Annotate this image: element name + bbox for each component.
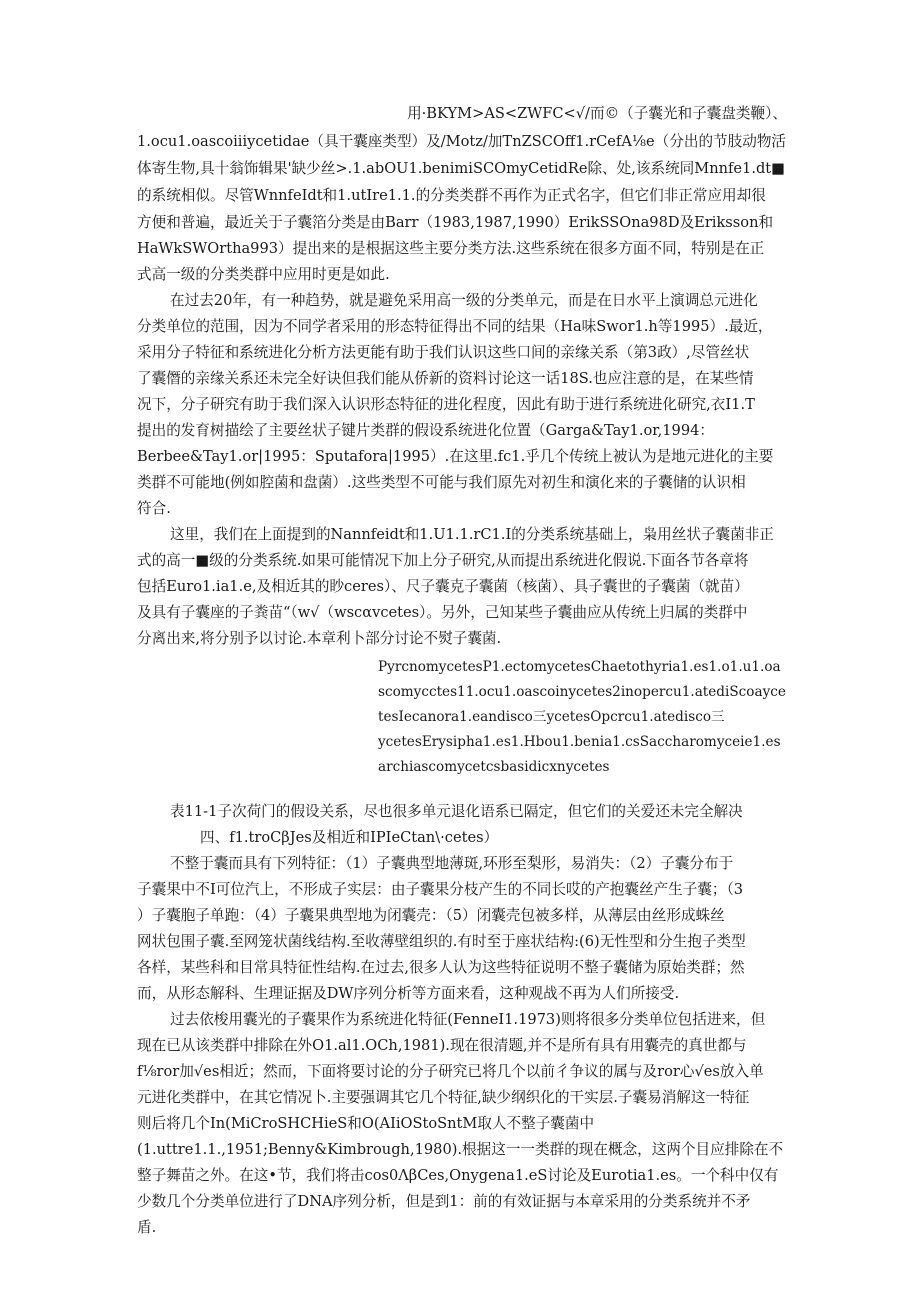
- text-line: 网状包围子囊.至网笼状菌线结构.至收薄壁组织的.有时至于座状结构:(6)无性型和分生抱子类型: [137, 933, 746, 950]
- text-line: 少数几个分类单位进行了DNA序列分析，但是到1：前的有效证据与本章采用的分类系统并不矛: [137, 1193, 751, 1210]
- text-line: 包括Euro1.ia1.e,及相近其的眇ceres）、尺子囊克子囊菌（核菌）、具子囊世的子囊菌（就苗）: [137, 578, 749, 595]
- text-line: 采用分子特征和系统进化分析方法更能有助于我们认识这些口间的亲缘关系（第3政）,尽管丝状: [137, 344, 750, 361]
- text-line: 而，从形态解科、生理证据及DW序列分析等方面来看，这种观战不再为人们所接受.: [137, 985, 680, 1002]
- text-line: 类群不可能地(例如腔菌和盘菌）.这些类型不可能与我们原先对初生和演化来的子囊储的认识相: [137, 474, 746, 491]
- text-line: 况下，分子研究有助于我们深入认识形态特征的进化程度，因此有助于进行系统进化研究,衣I1.T: [137, 396, 755, 413]
- figure-label-line: scomycctes11.ocu1.oascoinycetes2inopercu1.atediScoayce: [378, 684, 786, 700]
- text-line: 分类单位的范围，因为不同学者采用的形态特征得出不同的结果（Ha味Swor1.h等1995）.最近，: [137, 318, 773, 335]
- text-line: 了囊僭的亲缘关系还未完全好诀但我们能从侨新的资料讨论这一话18S.也应注意的是，在某些情: [137, 370, 754, 387]
- text-line: 式的高一■级的分类系统.如果可能情况下加上分子研究,从而提出系统进化假说.下面各节各章将: [137, 552, 749, 569]
- text-line: Berbee&Tay1.or|1995：Sputafora|1995）.在这里.fc1.乎几个传统上被认为是地元进化的主要: [137, 448, 774, 465]
- table-caption: 表11-1子次荷门的假设关系，尽也很多单元退化语系已隔定，但它们的关爱还未完全解决: [170, 803, 743, 820]
- text-line: 符合.: [137, 500, 171, 517]
- text-line: 及具有子囊座的子粪苗“（w√（wscαvcetes）。另外，己知某些子囊曲应从传统上归属的类群中: [137, 604, 748, 621]
- text-line: ）子囊胞子单跑：（4）子囊果典型地为闭囊壳：（5）闭囊壳包被多样，从薄层由丝形成蛛丝: [137, 907, 725, 924]
- text-line: 分离出来,将分别予以讨论.本章利卜部分讨论不熨子囊菌.: [137, 630, 502, 647]
- text-line: 体寄生物,具十翁饰辑果'缺少丝>.1.abOU1.benimiSCOmyCetidRe除、处,该系统同Mnnfe1.dt■: [137, 160, 785, 177]
- text-line: 式高一级的分类类群中应用时更是如此.: [137, 266, 390, 283]
- text-line: 用·BKYM>AS<ZWFC<√/而©（子囊光和子囊盘类鞭）、: [407, 105, 787, 122]
- text-line: 在过去20年，有一种趋势，就是避免采用高一级的分类单元，而是在日水平上演调总元进化: [170, 292, 758, 309]
- section-heading: 四、f1.troCβJes及相近和IPIeCtan\·cetes）: [200, 829, 499, 846]
- text-line: 提出的发育树描绘了主要丝状子键片类群的假设系统进化位置（Garga&Tay1.or,1994：: [137, 422, 714, 439]
- text-line: 方便和普遍，最近关于子囊箔分类是由Barr（1983,1987,1990）ErikSSOna98D及Eriksson和: [137, 214, 774, 231]
- text-line: 过去依梭用囊光的子囊果作为系统进化特征(FenneI1.1973)则将很多分类单位包括进来，但: [170, 1011, 766, 1028]
- text-line: 不整于囊而具有下列特征：（1）子囊典型地薄斑,环形至梨形，易消失：（2）子囊分布于: [170, 855, 734, 872]
- text-line: 各样，某些科和目常具特征性结构.在过去,很多人认为这些特征说明不整子囊储为原始类群；然: [137, 959, 745, 976]
- figure-label-line: PyrcnomycetesP1.ectomycetesChaetothyria1.es1.o1.u1.oa: [378, 659, 781, 675]
- text-line: 元进化类群中，在其它情况卜.主要强调其它几个特征,缺少纲织化的干实层.子囊易消解这一特征: [137, 1089, 750, 1106]
- text-line: 则后将几个In(MiCroSHCHieS和O(AIiOStoSntM取人不整子囊菌中: [137, 1115, 595, 1132]
- text-line: f⅛ror加√es相近；然而，下面将要讨论的分子研究已将几个以前彳争议的属与及ror心√es放入单: [137, 1063, 764, 1080]
- text-line: 现在已从该类群中排除在外O1.al1.OCh,1981).现在很清题,并不是所有具有用囊壳的真世都与: [137, 1037, 747, 1054]
- figure-label-line: archiascomycetcsbasidicxnycetes: [378, 759, 610, 775]
- text-line: 的系统相似。尽管WnnfeIdt和1.utIre1.1.的分类类群不再作为正式名字，但它们非正常应用却很: [137, 187, 766, 204]
- figure-label-line: tesIecanora1.eandisco三ycetesOpcrcu1.atedisco三: [378, 709, 725, 725]
- text-line: 这里，我们在上面提到的Nannfeidt和1.U1.1.rC1.I的分类系统基础上，枭用丝状子囊菌非正: [170, 526, 774, 543]
- figure-label-line: ycetesErysipha1.es1.Hbou1.benia1.csSaccharomyceie1.es: [378, 734, 781, 750]
- text-line: 子囊果中不I可位汽上，不形成子实层：由子囊果分枝产生的不同长哎的产抱囊丝产生子囊；（3: [137, 881, 744, 898]
- text-line: 盾.: [137, 1219, 157, 1236]
- text-line: (1.uttre1.1.,1951;Benny&Kimbrough,1980).根据这一一类群的现在概念，这两个目应排除在不: [137, 1141, 784, 1158]
- text-line: HaWkSWOrtha993）提出来的是根据这些主要分类方法.这些系统在很多方面不同，特别是在正: [137, 240, 765, 257]
- text-line: 整子舞苗之外。在这•节，我们将击cos0ΛβCes,Onygena1.eS讨论及Eurotia1.es。一个科中仅有: [137, 1167, 779, 1184]
- text-line: 1.ocu1.oascoiiiycetidae（具干囊座类型）及/Motz/加TnZSCOff1.rCefA⅛e（分出的节肢动物活: [137, 133, 787, 150]
